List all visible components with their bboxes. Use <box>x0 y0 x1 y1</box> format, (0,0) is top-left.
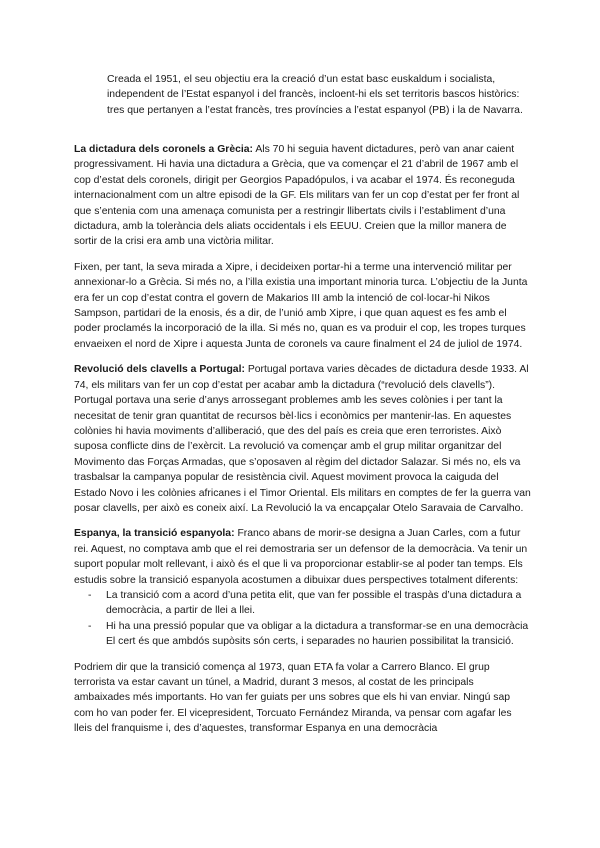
intro-text: Creada el 1951, el seu objectiu era la creació d’un estat basc euskaldum i socialista, independent de l’Estat espanyol i del francès, incloent-hi els set territoris bascos històrics: tres que pertanyen a l’estat francès, tres províncies a l’estat espanyol (PB) i la de Navarra. <box>107 74 523 116</box>
spain-paragraph-2: Podriem dir que la transició comença al 1973, quan ETA fa volar a Carrero Blanco. El grup terrorista va estar cavant un túnel, a Madrid, durant 3 mesos, al costat de les principals ambaixades més importants. Ho van fer guiats per uns sobres que els hi van enviar. Ningú sap com ho van poder fer. El vicepresident, Torcuato Fernández Miranda, va pensar com agafar les lleis del franquisme i, des d’aquestes, transformar Espanya en una democràcia <box>74 661 512 735</box>
spain-perspectives-list <box>74 588 532 650</box>
list-item <box>74 619 532 650</box>
greece-paragraph-1 <box>74 142 532 250</box>
greece-heading: La dictadura dels coronels a Grècia: <box>74 144 254 155</box>
portugal-paragraph <box>74 362 532 516</box>
greece-paragraph-2: Fixen, per tant, la seva mirada a Xipre, i decideixen portar-hi a terme una intervenció militar per annexionar-lo a Grècia. Si més no, a l’illa existia una important minoria turca. L’objectiu de la Junta era fer un cop d’estat contra el govern de Makarios III amb la intenció de col·locar-hi Nikos Sampson, partidari de la enosis, és a dir, de l’unió amb Xipre, i que quan aquest es fes amb el poder proclamés la incorporació de la illa. Si més no, quan es va produir el cop, les tropes turques envaeixen el nord de Xipre i aquesta Junta de coronels va caure finalment el 24 de juliol de 1974. <box>74 261 528 350</box>
portugal-heading: Revolució dels clavells a Portugal: <box>74 364 245 376</box>
list-item-text: Hi ha una pressió popular que va obligar a la dictadura a transformar-se en una democràcia El cert és que ambdós supòsits són certs, i separades no haurien possibilitat la transició. <box>106 620 529 648</box>
bullet-dash: - <box>88 620 92 632</box>
eta-intro-paragraph <box>107 72 532 128</box>
greece-text-1: Als 70 hi seguia havent dictadures, però van anar caient progressivament. Hi havia una dictadura a Grècia, que va començar el 21 d’abril de 1967 amb el cop d’estat dels coronels, dirigit per Georgios Papadópulos, i va acabar el 1974. És reconeguda internacionalment com un altre episodi de la GF. Els militars van fer un cop d’estat per fer front al que s’entenia com una amenaça comunista per a restringir llibertats civils i l’establiment d’una dictadura, amb la tolerància dels aliats occidentals i els EEUU. Creien que la millor manera de sortir de la crisi era amb una victòria militar. <box>74 144 520 248</box>
spain-paragraph-1 <box>74 526 532 588</box>
bullet-dash: - <box>88 589 92 601</box>
spain-heading: Espanya, la transició espanyola: <box>74 528 235 540</box>
portugal-text: Portugal portava varies dècades de dictadura desde 1933. Al 74, els militars van fer un cop d’estat per acabar amb la dictadura (“revolució dels clavells”). Portugal portava una serie d’anys arrossegant problemes amb les seves colònies i per tant la necesitat de tenir gran quantitat de recursos bèl·lics i econòmics per mantenir-las. En aquestes colònies hi havia moviments d’alliberació, que des del país es creia que eren terroristes. Això suposa conflicte dins de l’exèrcit. La revolució va començar amb el grup militar organitzar del Movimento das Forças Armadas, que s’oposaven al règim del dictador Salazar. Si més no, els va trasbalsar la campanya popular de resistència civil. Aquest moviment provoca la caiguda del Estado Novo i les colònies africanes i el Timor Oriental. Els militars en comptes de fer la guerra van posar clavells, per això es coneix així. La Revolució la va encapçalar Otelo Saravaia de Carvalho. <box>74 364 531 514</box>
document-body <box>74 142 532 747</box>
list-item-text: La transició com a acord d’una petita elit, que van fer possible el traspàs d’una dictadura a democràcia, a partir de llei a llei. <box>106 589 522 617</box>
spain-text-1: Franco abans de morir-se designa a Juan Carles, com a futur rei. Aquest, no comptava amb que el rei demostraria ser un defensor de la democràcia. Va tenir un suport popular molt rellevant, i això és el que li va proporcionar establir-se al poder tan temps. Els estudis sobre la transició espanyola acostumen a dibuixar dues perspectives totalment diferents: <box>74 528 528 586</box>
list-item <box>74 588 532 619</box>
